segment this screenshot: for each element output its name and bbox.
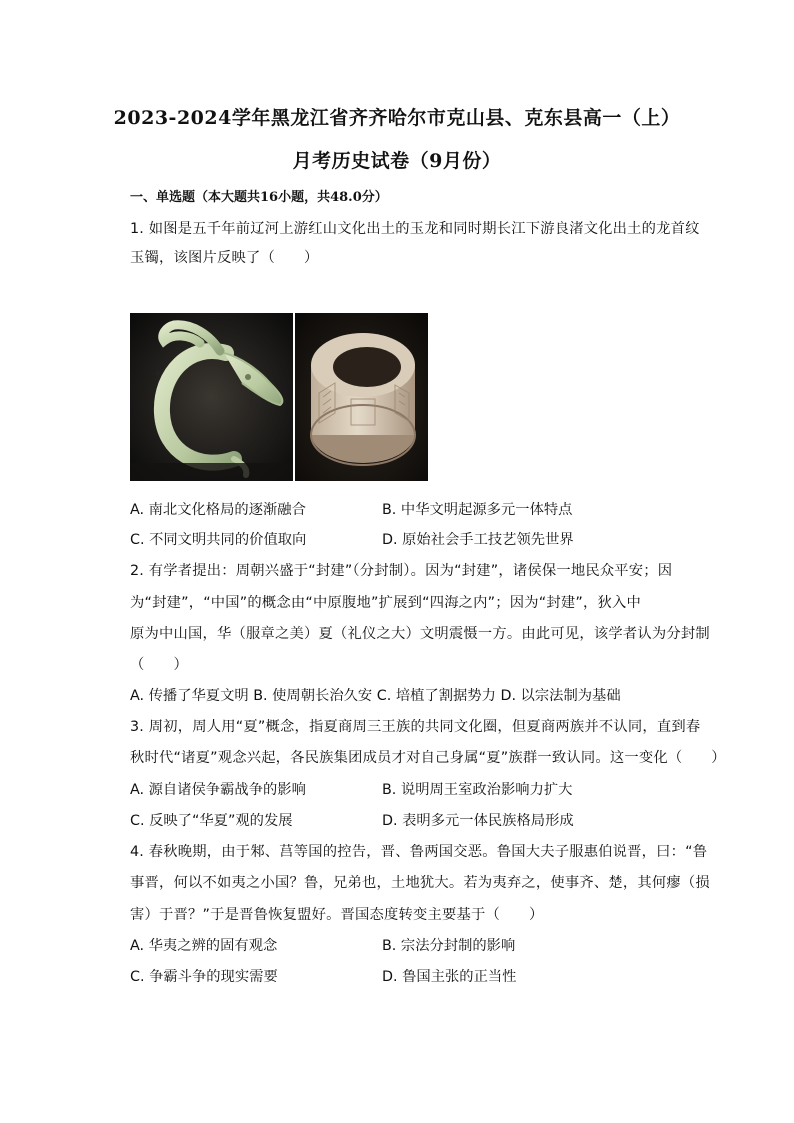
q3-stem-line-2: 秋时代“诸夏”观念兴起，各民族集团成员才对自己身属“夏”族群一致认同。这一变化（ ） bbox=[130, 750, 726, 766]
q1-option-a[interactable]: A. 南北文化格局的逐渐融合 bbox=[130, 502, 306, 518]
q4-option-a[interactable]: A. 华夷之辨的固有观念 bbox=[130, 938, 278, 954]
q2-stem-line-2: 为“封建”，“中国”的概念由“中原腹地”扩展到“四海之内”；因为“封建”，狄入中 bbox=[130, 595, 641, 611]
q4-option-d[interactable]: D. 鲁国主张的正当性 bbox=[382, 969, 517, 985]
q2-stem-line-3: 原为中山国，华（服章之美）夏（礼仪之大）文明震慑一方。由此可见，该学者认为分封制 bbox=[130, 626, 710, 642]
q3-option-c[interactable]: C. 反映了“华夏”观的发展 bbox=[130, 813, 293, 829]
jade-dragon-image bbox=[130, 313, 293, 481]
q4-option-b[interactable]: B. 宗法分封制的影响 bbox=[382, 938, 516, 954]
exam-title-line-2: 月考历史试卷（9月份） bbox=[292, 150, 502, 172]
q2-stem-line-1: 2. 有学者提出：周朝兴盛于“封建”（分封制）。因为“封建”，诸侯保一地民众平安；因 bbox=[130, 563, 673, 579]
q3-option-b[interactable]: B. 说明周王室政治影响力扩大 bbox=[382, 782, 573, 798]
q4-stem-line-2: 事晋，何以不如夷之小国？鲁，兄弟也，土地犹大。若为夷弃之，使事齐、楚，其何瘳（损 bbox=[130, 875, 710, 891]
q3-stem-line-1: 3. 周初，周人用“夏”概念，指夏商周三王族的共同文化圈，但夏商两族并不认同，直到春 bbox=[130, 719, 701, 735]
q4-stem-line-1: 4. 春秋晚期，由于邾、莒等国的控告，晋、鲁两国交恶。鲁国大夫子服惠伯说晋，曰：“鲁 bbox=[130, 844, 708, 860]
jade-bracelet-image bbox=[295, 313, 428, 481]
exam-title-line-1: 2023-2024学年黑龙江省齐齐哈尔市克山县、克东县高一（上） bbox=[113, 107, 681, 129]
q1-stem-line-2: 玉镯，该图片反映了（ ） bbox=[130, 250, 319, 266]
q4-option-c[interactable]: C. 争霸斗争的现实需要 bbox=[130, 969, 278, 985]
q1-option-c[interactable]: C. 不同文明共同的价值取向 bbox=[130, 532, 307, 548]
q3-option-a[interactable]: A. 源自诸侯争霸战争的影响 bbox=[130, 782, 306, 798]
q2-options[interactable]: A. 传播了华夏文明 B. 使周朝长治久安 C. 培植了割据势力 D. 以宗法制为基础 bbox=[130, 688, 621, 704]
section-heading: 一、单选题（本大题共16小题，共48.0分） bbox=[130, 190, 388, 205]
q4-stem-line-3: 害）于晋？”于是晋鲁恢复盟好。晋国态度转变主要基于（ ） bbox=[130, 907, 544, 923]
q2-stem-line-4: （ ） bbox=[130, 657, 188, 673]
q1-option-d[interactable]: D. 原始社会手工技艺领先世界 bbox=[382, 532, 574, 548]
q3-option-d[interactable]: D. 表明多元一体民族格局形成 bbox=[382, 813, 574, 829]
q1-option-b[interactable]: B. 中华文明起源多元一体特点 bbox=[382, 502, 573, 518]
q1-stem-line-1: 1. 如图是五千年前辽河上游红山文化出土的玉龙和同时期长江下游良渚文化出土的龙首纹 bbox=[130, 221, 700, 237]
q1-figure bbox=[130, 313, 428, 481]
